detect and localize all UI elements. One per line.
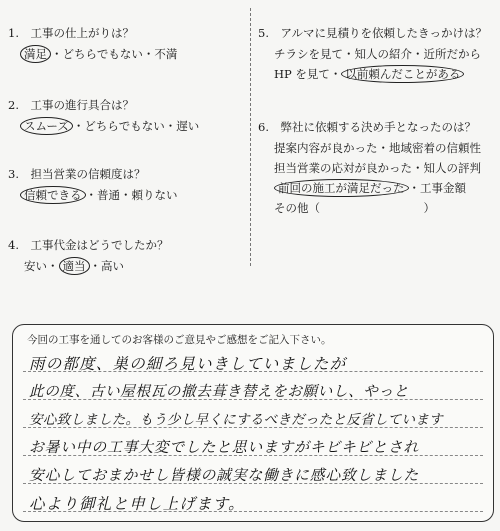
question-3-circled-answer: 信頼できる [20, 186, 86, 204]
question-5 [258, 26, 487, 82]
question-4-title: 4. 工事代金はどうでしたか？ [8, 238, 169, 252]
question-2-other-answers: ・どちらでもない・遅い [72, 119, 200, 133]
question-1 [8, 26, 177, 62]
question-4-answers [8, 259, 168, 274]
question-6-title: 6. 弊社に依頼する決め手となったのは？ [258, 120, 476, 134]
question-3-title: 3. 担当営業の信頼度は？ [8, 167, 146, 181]
question-1-other-answers: ・どちらでもない・不満 [51, 47, 178, 61]
question-4-other-answers: ・高い [89, 259, 124, 273]
question-6-options-line1: 提案内容が良かった・地域密着の信頼性 [274, 141, 481, 155]
comment-box-title: 今回の工事を通してのお客様のご意見やご感想をご記入下さい。 [27, 334, 332, 346]
question-3-answers [8, 188, 178, 203]
comment-box [12, 324, 494, 522]
question-2-circled-answer: スムーズ [20, 117, 73, 135]
question-6-option-price: ・工事金額 [408, 181, 466, 195]
question-3 [8, 167, 178, 203]
handwritten-line: 雨の都度、巣の細ろ見いきしていましたが [29, 355, 347, 373]
question-6-options-line3 [258, 181, 481, 196]
question-5-circled-answer: 以前頼んだことがある [341, 65, 464, 83]
question-2-answers [8, 119, 199, 134]
question-6-options-line2: 担当営業の応対が良かった・知人の評判 [274, 161, 481, 175]
question-6-options-line4: その他（ ） [274, 201, 435, 215]
question-1-circled-answer: 満足 [20, 45, 51, 63]
handwritten-line: 此の度、古い屋根瓦の撤去葺き替えをお願いし、やっと [29, 383, 409, 400]
question-4-answer-cheap: 安い・ [24, 259, 59, 273]
question-5-title: 5. アルマに見積りを依頼したきっかけは？ [258, 26, 488, 40]
handwritten-line: 安心しておまかせし皆様の誠実な働きに感心致しました [29, 467, 419, 484]
question-3-other-answers: ・普通・頼りない [85, 188, 178, 202]
handwritten-line: 安心致しました。もう少し早くにするべきだったと反省しています [29, 412, 443, 428]
column-divider [250, 8, 251, 266]
question-6-circled-answer: 前回の施工が満足だった [274, 179, 409, 197]
handwritten-line: 心より御礼と申し上げます。 [29, 495, 245, 513]
question-6 [258, 120, 481, 216]
question-1-answers [8, 47, 177, 62]
question-4 [8, 238, 168, 274]
question-5-options-line2 [258, 67, 487, 82]
question-5-option-hp: HP を見て・ [274, 67, 342, 81]
question-2 [8, 98, 199, 134]
handwritten-line: お暑い中の工事大変でしたと思いますがキビキビとされ [29, 439, 419, 456]
question-2-title: 2. 工事の進行具合は？ [8, 98, 134, 112]
question-5-options-line1: チラシを見て・知人の紹介・近所だから [274, 47, 481, 61]
question-4-circled-answer: 適当 [59, 257, 90, 275]
question-1-title: 1. 工事の仕上がりは？ [8, 26, 134, 40]
